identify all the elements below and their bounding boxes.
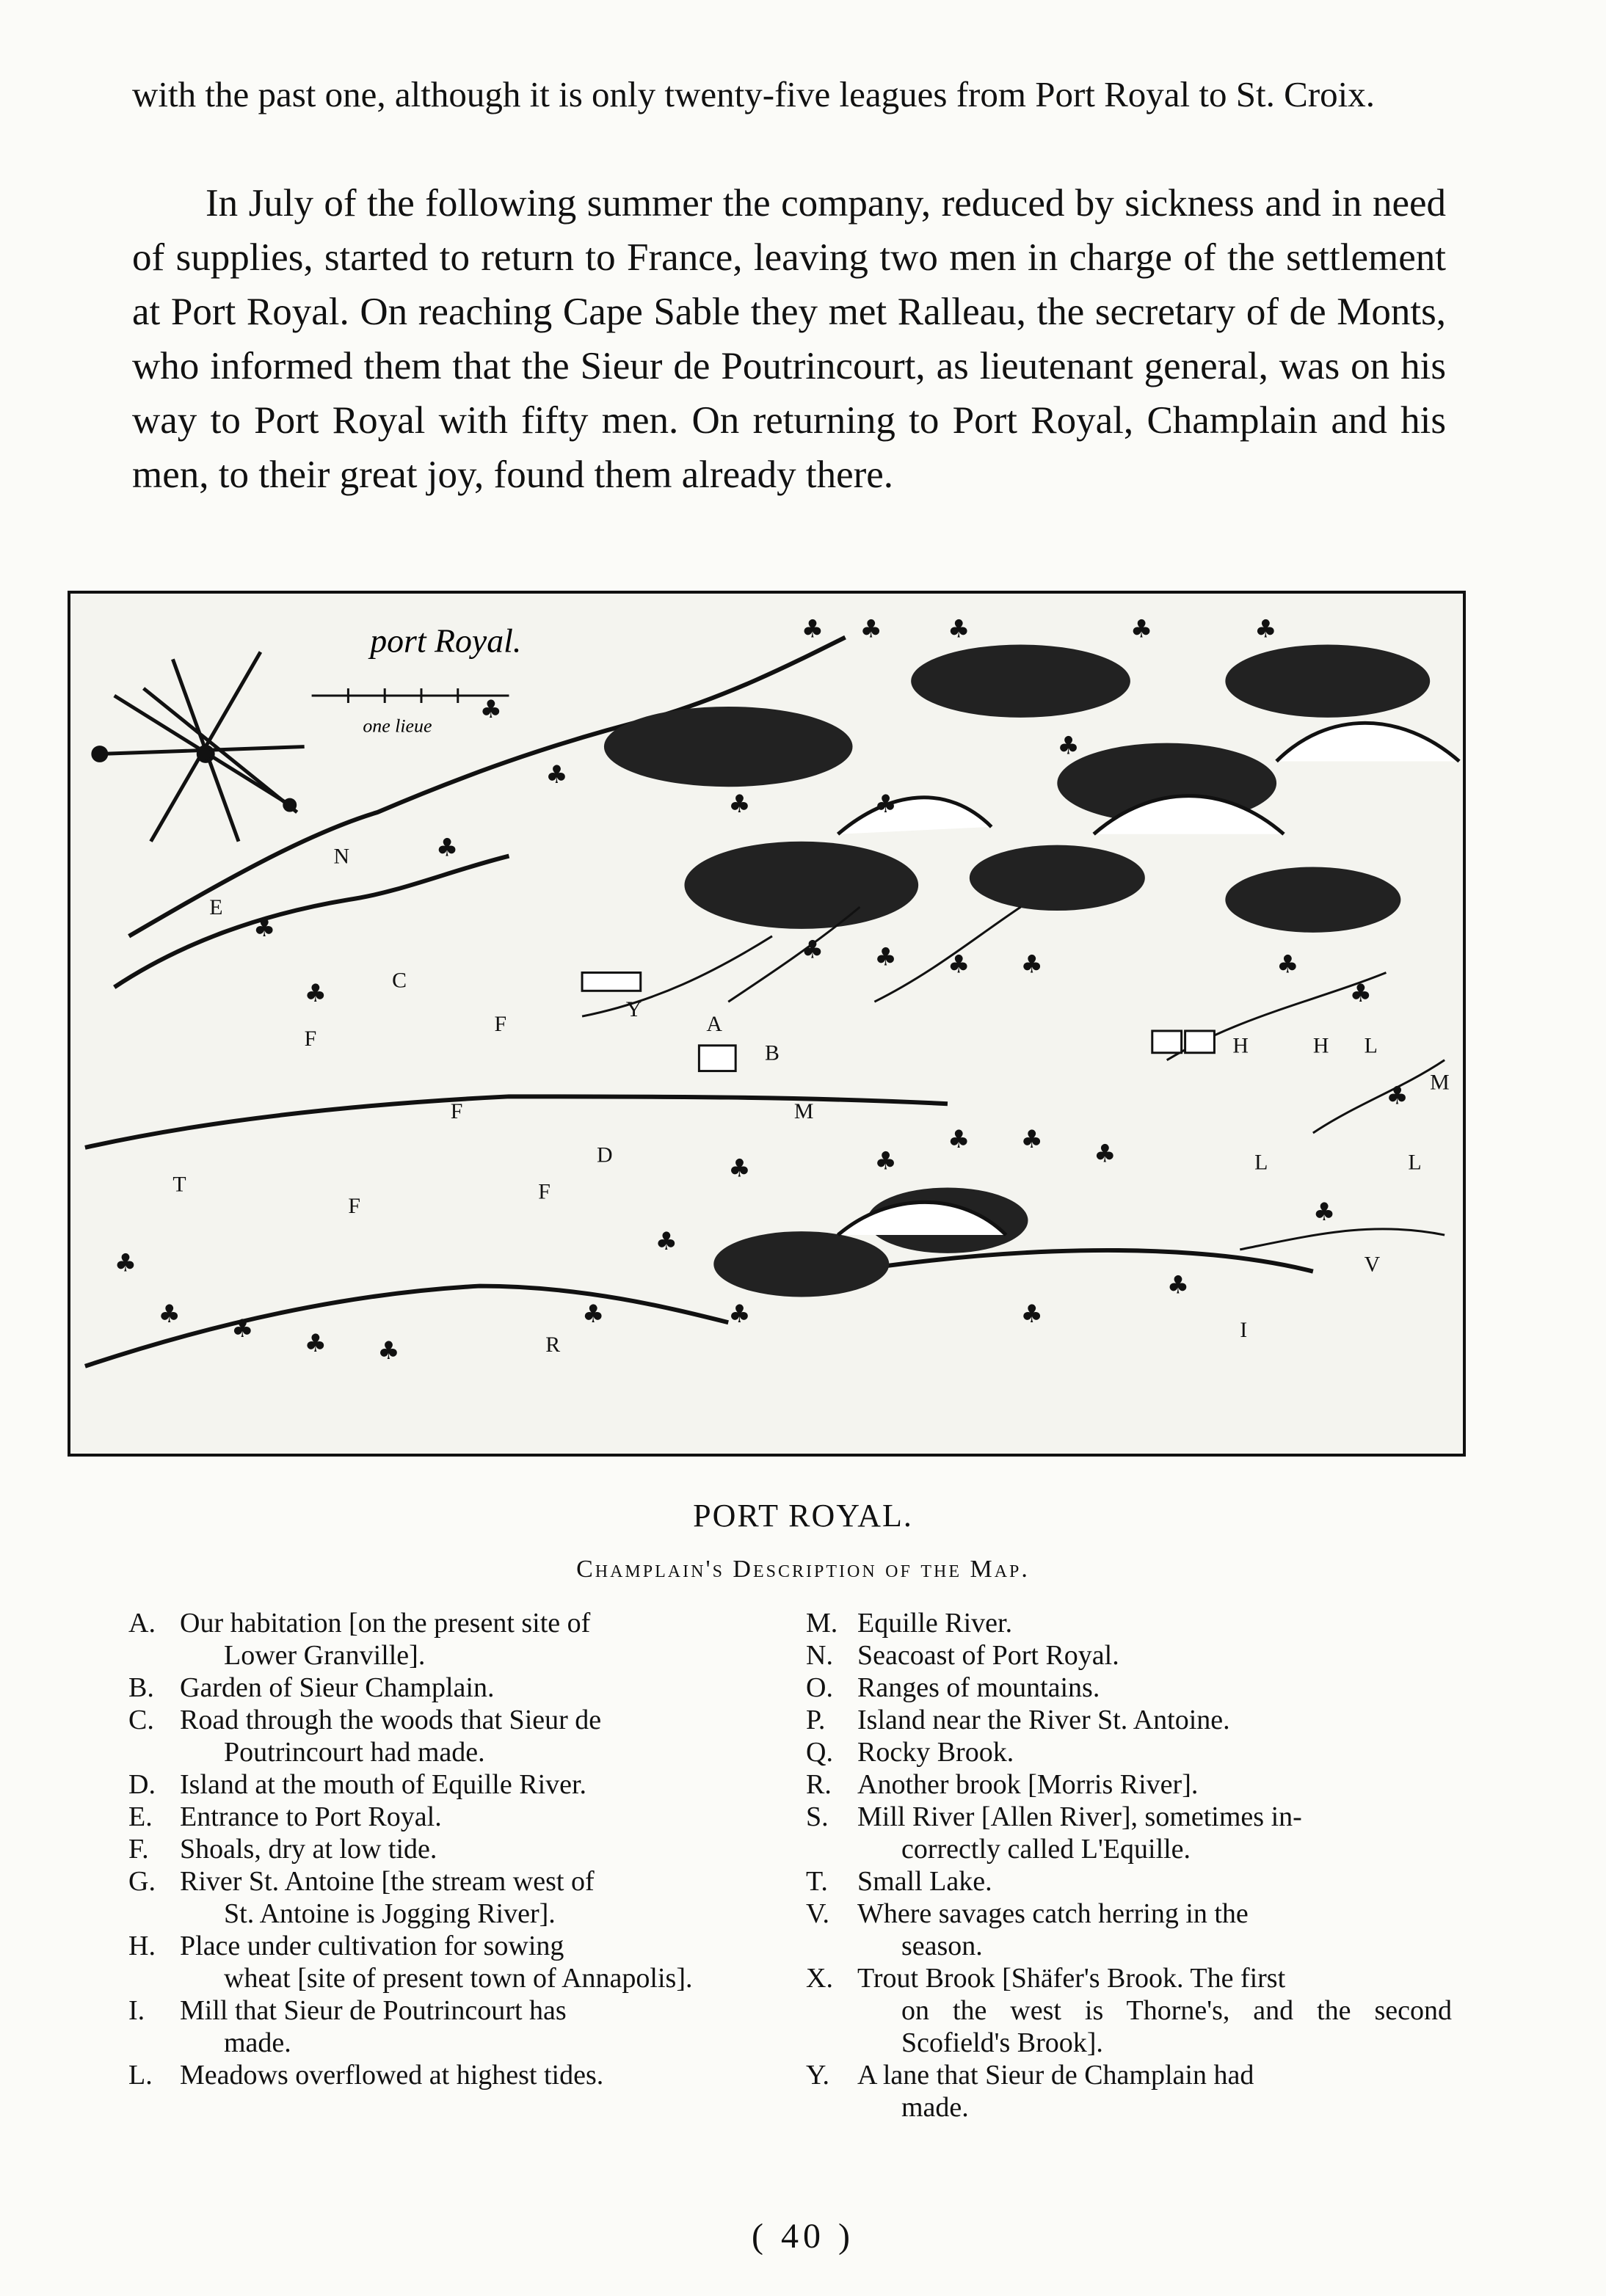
svg-text:T: T [172, 1172, 186, 1197]
svg-text:L: L [1408, 1150, 1422, 1175]
legend-item: S. Mill River [Allen River], sometimes in- correctly called L'Equille. [806, 1801, 1302, 1865]
legend-item: G. River St. Antoine [the stream west of St. Antoine is Jogging River]. [128, 1866, 595, 1929]
legend-item: P. Island near the River St. Antoine. [806, 1705, 1230, 1735]
port-royal-map [68, 591, 1466, 1457]
map-caption-subtitle: Champlain's Description of the Map. [576, 1556, 1030, 1583]
svg-text:N: N [333, 844, 350, 869]
svg-text:♣: ♣ [545, 760, 568, 790]
legend-item: X. Trout Brook [Shäfer's Brook. The first on the west is Thorne's, and the second Scofield's Brook]. [806, 1963, 1452, 2058]
legend-item: B. Garden of Sieur Champlain. [128, 1672, 495, 1703]
legend-left-column [128, 1607, 774, 2091]
svg-text:♣: ♣ [801, 614, 824, 644]
svg-text:♣: ♣ [728, 1154, 751, 1183]
svg-text:C: C [392, 968, 407, 993]
svg-text:M: M [793, 1099, 814, 1124]
svg-text:♣: ♣ [435, 833, 459, 862]
svg-text:♣: ♣ [728, 1300, 751, 1329]
svg-text:Y: Y [625, 997, 642, 1022]
legend-item: A. Our habitation [on the present site of Lower Granville]. [128, 1608, 591, 1671]
svg-text:♣: ♣ [728, 790, 751, 818]
svg-text:♣: ♣ [1276, 950, 1299, 979]
body-paragraph-1: with the past one, although it is only twenty-five leagues from Port Royal to St. Croix. [132, 74, 1376, 114]
svg-text:♣: ♣ [1020, 1300, 1043, 1329]
body-paragraph-2: In July of the following summer the company, reduced by sickness and in need of supplies, started to return to France, leaving two men in charge of the settlement at Port Royal. On reaching Cape Sable they met Ralleau, the secretary of de Monts, who informed them that the Sieur de Poutrincourt, as lieutenant general, was on his way to Port Royal with fifty men. On returning to Port Royal, Champlain and his men, to their great joy, found them already there. [132, 182, 1446, 496]
svg-text:♣: ♣ [1057, 731, 1080, 760]
svg-text:♣: ♣ [860, 614, 882, 644]
svg-text:L: L [1254, 1150, 1268, 1175]
legend-item: C. Road through the woods that Sieur de Poutrincourt had made. [128, 1705, 602, 1768]
legend-item: L. Meadows overflowed at highest tides. [128, 2060, 604, 2091]
svg-text:♣: ♣ [947, 1124, 970, 1154]
svg-text:F: F [348, 1194, 361, 1219]
legend-item: V. Where savages catch herring in the season. [806, 1898, 1249, 1961]
svg-text:♣: ♣ [1349, 979, 1373, 1008]
legend-item: F. Shoals, dry at low tide. [128, 1834, 437, 1865]
legend-right-column [806, 1607, 1452, 2124]
svg-text:♣: ♣ [1386, 1081, 1409, 1110]
svg-text:V: V [1364, 1252, 1381, 1277]
svg-text:♣: ♣ [874, 1146, 897, 1176]
svg-text:E: E [209, 895, 223, 920]
svg-text:F: F [450, 1099, 463, 1124]
svg-text:♣: ♣ [479, 694, 503, 724]
svg-text:♣: ♣ [1094, 1139, 1116, 1168]
compass-rose-icon [93, 652, 305, 841]
legend-item: Y. A lane that Sieur de Champlain had made. [806, 2060, 1254, 2123]
svg-text:♣: ♣ [114, 1248, 137, 1278]
legend-item: O. Ranges of mountains. [806, 1672, 1100, 1703]
svg-text:♣: ♣ [1312, 1198, 1336, 1227]
svg-text:♣: ♣ [947, 950, 970, 979]
svg-text:L: L [1364, 1033, 1378, 1058]
legend-item: Q. Rocky Brook. [806, 1737, 1014, 1768]
svg-text:♣: ♣ [874, 790, 897, 818]
svg-text:F: F [304, 1026, 317, 1051]
svg-text:H: H [1232, 1033, 1249, 1058]
svg-text:I: I [1240, 1318, 1248, 1343]
svg-text:♣: ♣ [252, 913, 276, 942]
svg-text:B: B [765, 1041, 780, 1065]
svg-text:♣: ♣ [947, 614, 970, 644]
svg-text:♣: ♣ [1130, 614, 1153, 644]
map-caption-title: PORT ROYAL. [693, 1498, 913, 1534]
legend-item: I. Mill that Sieur de Poutrincourt has made. [128, 1995, 567, 2058]
svg-text:♣: ♣ [655, 1226, 677, 1255]
svg-text:♣: ♣ [304, 979, 327, 1008]
svg-text:♣: ♣ [874, 942, 897, 972]
svg-text:♣: ♣ [1020, 1124, 1043, 1154]
svg-text:♣: ♣ [1166, 1270, 1190, 1300]
legend-item: N. Seacoast of Port Royal. [806, 1640, 1119, 1671]
map-title-script: port Royal. [370, 622, 522, 660]
map-illustration [70, 594, 1463, 1454]
legend-item: E. Entrance to Port Royal. [128, 1801, 442, 1832]
svg-text:♣: ♣ [582, 1300, 605, 1329]
legend-item: H. Place under cultivation for sowing wheat [site of present town of Annapolis]. [128, 1931, 693, 1994]
svg-text:R: R [545, 1332, 561, 1357]
svg-text:♣: ♣ [304, 1328, 327, 1357]
svg-text:♣: ♣ [1254, 614, 1277, 644]
svg-text:F: F [494, 1011, 507, 1036]
svg-text:♣: ♣ [158, 1300, 181, 1329]
legend-item: R. Another brook [Morris River]. [806, 1769, 1199, 1800]
legend-item: D. Island at the mouth of Equille River. [128, 1769, 587, 1800]
legend-item: T. Small Lake. [806, 1866, 992, 1897]
svg-text:♣: ♣ [231, 1314, 254, 1344]
svg-text:♣: ♣ [1020, 950, 1043, 979]
svg-text:♣: ♣ [377, 1335, 400, 1365]
svg-text:A: A [706, 1011, 722, 1036]
svg-text:♣: ♣ [801, 935, 824, 964]
svg-text:F: F [538, 1179, 551, 1204]
legend-item: M. Equille River. [806, 1608, 1013, 1639]
map-scale-label: one lieue [363, 715, 432, 737]
svg-text:M: M [1430, 1070, 1450, 1095]
svg-text:D: D [596, 1142, 613, 1167]
svg-text:H: H [1312, 1033, 1329, 1058]
page-number: ( 40 ) [752, 2217, 854, 2256]
